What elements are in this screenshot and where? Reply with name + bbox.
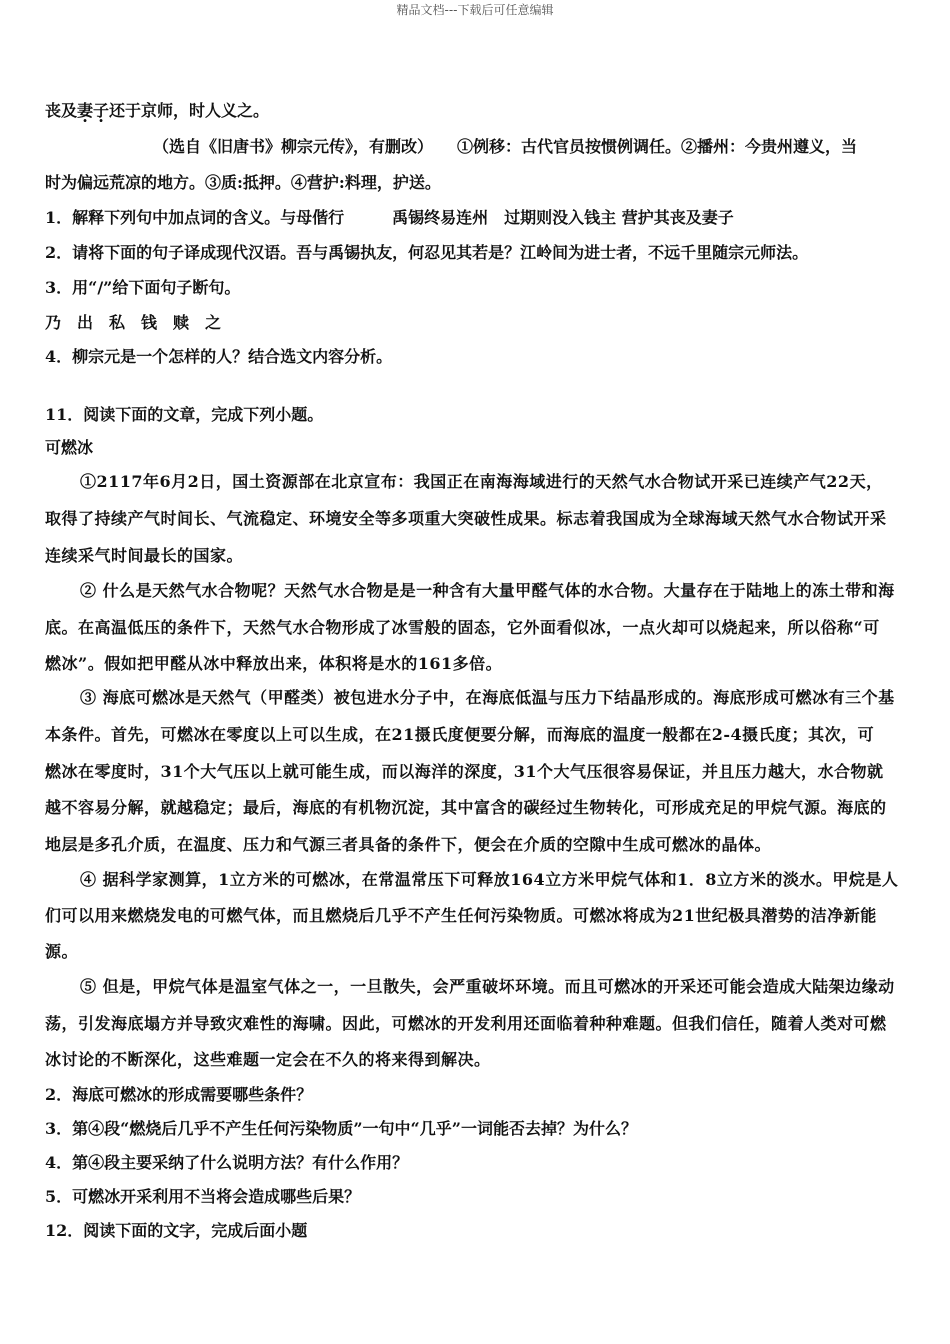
article-line: 燃冰”。假如把甲醛从冰中释放出来，体积将是水的161多倍。 [45, 654, 503, 673]
article-line: 取得了持续产气时间长、气流稳定、环境安全等多项重大突破性成果。标志着我国成为全球海域天然气水合物试开采 [45, 509, 887, 528]
dotted-char: 妻 [77, 101, 94, 120]
article-line: 本条件。首先，可燃冰在零度以上可以生成，在21摄氏度便要分解，而海底的温度一般都在2-4摄氏度；其次，可 [45, 725, 875, 744]
question-12-intro: 12．阅读下面的文字，完成后面小题 [45, 1221, 308, 1240]
article-line: ② 什么是天然气水合物呢？天然气水合物是是一种含有大量甲醛气体的水合物。大量存在于陆地上的冻土带和海 [80, 581, 895, 600]
question-10-3-sentence: 乃 出 私 钱 赎 之 [45, 313, 222, 332]
question-10-1: 1．解释下列句中加点词的含义。与母偕行 禹锡终易连州 过期则没入钱主 营护其丧及妻子 [45, 208, 734, 227]
article-line: 越不容易分解，就越稳定；最后，海底的有机物沉淀，其中富含的碳经过生物转化，可形成充足的甲烷气源。海底的 [45, 798, 887, 817]
question-11-5: 5．可燃冰开采利用不当将会造成哪些后果？ [45, 1187, 361, 1206]
article-title: 可燃冰 [45, 438, 94, 457]
article-line: 连续采气时间最长的国家。 [45, 546, 244, 565]
article-line: ④ 据科学家测算，1立方米的可燃冰，在常温常压下可释放164立方米甲烷气体和1．8立方米的淡水。甲烷是人 [80, 870, 899, 889]
page-header: 精品文档---下载后可任意编辑 [396, 3, 554, 17]
article-line: ③ 海底可燃冰是天然气（甲醛类）被包进水分子中，在海底低温与压力下结晶形成的。海底形成可燃冰有三个基 [80, 688, 895, 707]
source-note: （选自《旧唐书》柳宗元传》，有删改） ①例移：古代官员按惯例调任。②播州：今贵州遵义，当 [153, 137, 858, 156]
passage-line-1 [45, 100, 905, 122]
article-line: ⑤ 但是，甲烷气体是温室气体之一，一旦散失，会严重破坏环境。而且可燃冰的开采还可能会造成大陆架边缘动 [80, 977, 895, 996]
article-line: 地层是多孔介质，在温度、压力和气源三者具备的条件下，便会在介质的空隙中生成可燃冰的晶体。 [45, 835, 772, 854]
article-line: 燃冰在零度时，31个大气压以上就可能生成，而以海洋的深度，31个大气压很容易保证，并且压力越大，水合物就 [45, 762, 884, 781]
article-line: 源。 [45, 942, 79, 961]
question-11-intro: 11．阅读下面的文章，完成下列小题。 [45, 405, 324, 424]
notes-line: 时为偏远荒凉的地方。③质:抵押。④营护:料理，护送。 [45, 173, 441, 192]
question-11-2: 2．海底可燃冰的形成需要哪些条件？ [45, 1085, 313, 1104]
article-line: 冰讨论的不断深化，这些难题一定会在不久的将来得到解决。 [45, 1050, 491, 1069]
question-11-4: 4．第④段主要采纳了什么说明方法？有什么作用？ [45, 1153, 409, 1172]
question-11-3: 3．第④段“燃烧后几乎不产生任何污染物质”一句中“几乎”一词能否去掉？为什么？ [45, 1119, 637, 1138]
dotted-char: 子 [93, 101, 110, 120]
question-10-2: 2．请将下面的句子译成现代汉语。吾与禹锡执友，何忍见其若是？江岭间为进士者，不远千里随宗元师法。 [45, 243, 809, 262]
question-10-3: 3．用“/”给下面句子断句。 [45, 278, 241, 297]
passage-text: 丧及 [45, 101, 78, 120]
article-line: 荡，引发海底塌方并导致灾难性的海啸。因此，可燃冰的开发利用还面临着种种难题。但我们信任，随着人类对可燃 [45, 1014, 887, 1033]
question-10-4: 4．柳宗元是一个怎样的人？结合选文内容分析。 [45, 347, 393, 366]
article-line: 底。在高温低压的条件下，天然气水合物形成了冰雪般的固态，它外面看似冰，一点火却可以烧起来，所以俗称“可 [45, 618, 880, 637]
passage-text: 还于京师，时人义之。 [109, 101, 270, 120]
article-line: ①2117年6月2日，国土资源部在北京宣布：我国正在南海海域进行的天然气水合物试开采已连续产气22天， [80, 472, 883, 491]
article-line: 们可以用来燃烧发电的可燃气体，而且燃烧后几乎不产生任何污染物质。可燃冰将成为21世纪极具潜势的洁净新能 [45, 906, 877, 925]
